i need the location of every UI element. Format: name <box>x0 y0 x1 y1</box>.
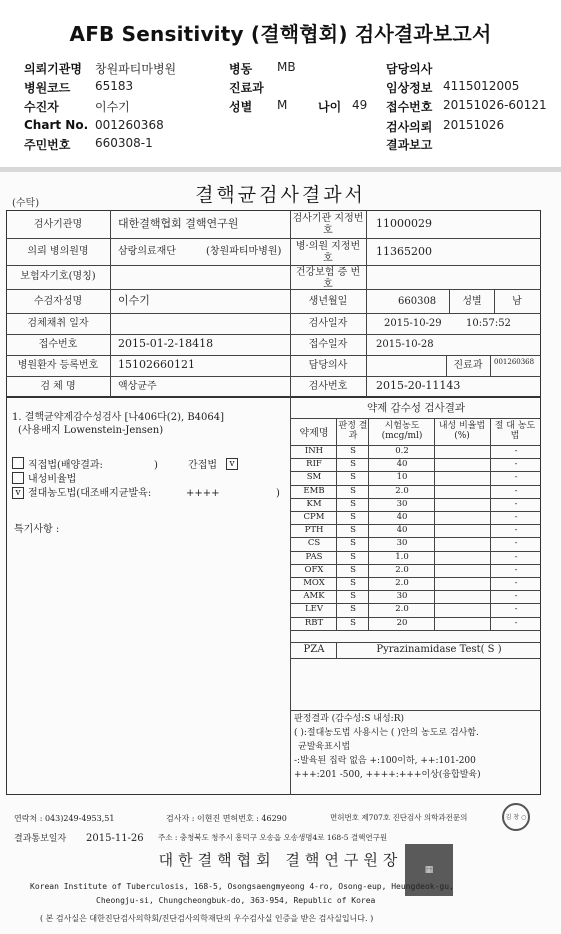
col-judgement: 판정 결과 <box>338 421 368 442</box>
specimen-value: 액상균주 <box>118 381 157 392</box>
name-value: 이수기 <box>118 294 150 307</box>
col-drug: 약제명 <box>299 428 329 439</box>
ward-label: 병동 <box>229 62 253 76</box>
doctor-label-scan: 담당의사 <box>308 360 348 371</box>
row-divider <box>290 630 541 631</box>
drug-concentration: 40 <box>396 512 408 522</box>
drug-judgement: S <box>350 485 356 496</box>
address-line: 주소 : 충청북도 청주시 흥덕구 오송읍 오송생명4로 168-5 결핵연구원 <box>158 833 388 842</box>
legend-line-5: +++:201 -500, ++++:+++이상(융합발육) <box>294 770 481 780</box>
register-label: 병원환자 등록번호 <box>17 360 99 371</box>
hospital-name-value: 창원파티마병원 <box>95 62 177 76</box>
dept-label-scan: 진료과 <box>453 360 483 371</box>
result-title: 약제 감수성 검사결과 <box>367 402 465 414</box>
remark-label: 특기사항 : <box>14 524 60 535</box>
insurance-cert-label: 건강보험 증 번호 <box>295 267 361 290</box>
sex-value-scan: 남 <box>512 296 522 307</box>
drug-name: LEV <box>305 604 323 615</box>
drug-row <box>291 498 543 511</box>
drug-name: AMK <box>303 591 325 602</box>
req-label: 의뢰 병의원명 <box>27 246 89 257</box>
resistance-checkbox <box>12 472 24 484</box>
drug-concentration: 2.0 <box>395 485 409 496</box>
drug-judgement: S <box>350 578 356 588</box>
drug-judgement: S <box>350 604 356 615</box>
req-code-label: 병·의원 지정번호 <box>295 241 361 264</box>
legend-line-3: 균발육표시법 <box>298 742 351 752</box>
drug-absolute: - <box>514 459 518 470</box>
request-date-value: 20151026 <box>443 118 505 132</box>
resistance-label: 내성비율법 <box>28 474 77 485</box>
direct-label: 직접법(배양결과: <box>28 460 103 471</box>
drug-judgement: S <box>350 498 356 509</box>
direct-checkbox <box>12 457 24 469</box>
absolute-checkbox: v <box>12 487 24 499</box>
drug-absolute: - <box>514 446 518 456</box>
inst-label: 검사기관명 <box>33 219 83 230</box>
receipt-date-value: 2015-10-28 <box>376 339 434 350</box>
drug-name: RIF <box>306 459 322 470</box>
drug-name: CS <box>307 538 321 549</box>
specimen-label: 검 체 명 <box>40 381 76 392</box>
doctor-seal: 김 창 ○ <box>502 803 530 831</box>
notify-label: 결과통보일자 <box>14 834 67 844</box>
hospital-code-value: 65183 <box>95 79 134 93</box>
drug-judgement: S <box>350 538 356 549</box>
name-label: 수검자성명 <box>33 296 83 307</box>
drug-concentration: 40 <box>396 525 408 536</box>
english-address-1: Korean Institute of Tuberculosis, 168-5, Osongsaengmyeong 4-ro, Osong-eup, Heungdeok-gu, <box>30 882 454 891</box>
drug-judgement: S <box>350 472 356 483</box>
drug-row <box>291 577 543 590</box>
req-value: 삼랑의료재단 <box>118 246 176 257</box>
exam-time-value: 10:57:52 <box>466 318 511 329</box>
drug-row <box>291 551 543 564</box>
drug-judgement: S <box>350 551 356 562</box>
inst-code-label: 검사기관 지정번호 <box>292 213 364 236</box>
absolute-growth: ++++ <box>186 488 220 499</box>
drug-row <box>291 537 543 550</box>
ward-value: MB <box>277 60 296 74</box>
drug-concentration: 2.0 <box>395 604 409 615</box>
drug-absolute: - <box>514 591 518 602</box>
patient-value: 이수기 <box>95 100 130 114</box>
drug-judgement: S <box>350 525 356 536</box>
register-value: 15102660121 <box>118 358 195 371</box>
drug-name: RBT <box>304 617 324 628</box>
birth-value: 660308 <box>398 296 437 307</box>
drug-judgement: S <box>350 564 356 575</box>
drug-concentration: 30 <box>396 591 408 602</box>
drug-row <box>291 603 543 616</box>
legend-line-4: -:발육된 집락 없음 +:100이하, ++:101-200 <box>294 756 476 766</box>
indirect-label: 간접법 <box>188 460 217 471</box>
pza-value: Pyrazinamidase Test( S ) <box>376 644 502 655</box>
dept-value-scan: 001260368 <box>494 358 535 366</box>
clinical-info-value: 4115012005 <box>443 79 520 93</box>
drug-name: CPM <box>303 512 325 522</box>
drug-absolute: - <box>514 512 518 522</box>
drug-row <box>291 445 543 458</box>
drug-row <box>291 485 543 498</box>
request-date-label: 검사의뢰 <box>386 120 433 134</box>
drug-name: MOX <box>303 578 325 588</box>
medium-line: (사용배지 Lowenstein-Jensen) <box>18 425 164 436</box>
contact-line: 연락처 : 043)249-4953,51 <box>14 814 115 823</box>
chart-no-label: Chart No. <box>24 118 89 132</box>
drug-concentration: 1.0 <box>395 551 409 562</box>
certification-note: ( 본 검사실은 대한진단검사의학회/진단검사의학재단의 우수검사실 인증을 받은 검사실입니다. ) <box>40 914 374 923</box>
receipt-date-label: 접수일자 <box>308 339 348 350</box>
drug-name: SM <box>306 472 322 483</box>
col-ratio: 내성 비율법(%) <box>438 421 486 442</box>
hospital-name-label: 의뢰기관명 <box>24 62 82 76</box>
direct-paren: ) <box>154 460 158 471</box>
test-line: 1. 결핵균약제감수성검사 [나406다(2), B4064] <box>12 412 225 423</box>
drug-absolute: - <box>514 498 518 509</box>
receipt-no-label: 접수번호 <box>386 100 433 114</box>
legend-line-2: ( ):절대농도법 사용시는 ( )안의 농도로 검사함. <box>294 728 479 738</box>
receipt-no-value: 20151026-60121 <box>443 98 547 112</box>
examiner-line: 검사자 : 이현진 면허번호 : 46290 <box>166 814 287 823</box>
drug-absolute: - <box>514 551 518 562</box>
drug-name: KM <box>306 498 322 509</box>
report-title: AFB Sensitivity (결핵협회) 검사결과보고서 <box>69 22 492 46</box>
doctor-label: 담당의사 <box>386 62 433 76</box>
clinical-info-label: 임상정보 <box>386 81 433 95</box>
collection-label: 검체채취 일자 <box>27 318 89 329</box>
sex-label: 성별 <box>229 100 253 114</box>
indirect-checkbox: v <box>226 458 238 470</box>
birth-label: 생년월일 <box>308 296 348 307</box>
license-line: 면허번호 제707호 진단검사 의학과전문의 <box>330 813 468 822</box>
chart-no-value: 001260368 <box>95 118 164 132</box>
inst-code-value: 11000029 <box>376 217 432 230</box>
patient-label: 수진자 <box>24 100 59 114</box>
drug-name: PAS <box>305 551 323 562</box>
english-address-2: Cheongju-si, Chungcheongbuk-do, 363-954, Republic of Korea <box>96 896 376 905</box>
drug-name: PTH <box>304 525 324 536</box>
hospital-code-label: 병원코드 <box>24 81 71 95</box>
sex-label-scan: 성별 <box>462 296 482 307</box>
drug-concentration: 2.0 <box>395 578 409 588</box>
org-name: 대한결핵협회 결핵연구원장 <box>158 851 403 869</box>
legend-line-1: 판정결과 (감수성:S 내성:R) <box>294 714 404 724</box>
drug-concentration: 30 <box>396 538 408 549</box>
insurance-label: 보험자기호(명칭) <box>20 271 96 282</box>
drug-concentration: 20 <box>396 617 408 628</box>
age-label: 나이 <box>318 100 342 114</box>
sex-value: M <box>277 98 288 112</box>
exam-no-value: 2015-20-11143 <box>376 379 461 392</box>
drug-judgement: S <box>350 512 356 522</box>
drug-absolute: - <box>514 485 518 496</box>
exam-no-label: 검사번호 <box>308 381 348 392</box>
drug-absolute: - <box>514 538 518 549</box>
drug-absolute: - <box>514 604 518 615</box>
drug-row <box>291 511 543 524</box>
drug-concentration: 30 <box>396 498 408 509</box>
resident-no-label: 주민번호 <box>24 138 71 152</box>
result-report-label: 결과보고 <box>386 138 433 152</box>
drug-row <box>291 590 543 603</box>
notify-date: 2015-11-26 <box>86 833 144 844</box>
drug-absolute: - <box>514 617 518 628</box>
drug-row <box>291 471 543 484</box>
absolute-label: 절대농도법(대조배지균발육: <box>28 488 152 499</box>
scan-title: 결핵균검사결과서 <box>195 184 366 206</box>
req-code-value: 11365200 <box>376 245 432 258</box>
drug-name: OFX <box>304 564 324 575</box>
drug-concentration: 0.2 <box>395 446 409 456</box>
department-label: 진료과 <box>229 81 264 95</box>
receipt-label: 접수번호 <box>38 339 78 350</box>
exam-date-value: 2015-10-29 <box>384 318 442 329</box>
drug-absolute: - <box>514 525 518 536</box>
pza-label: PZA <box>303 644 325 655</box>
drug-row <box>291 524 543 537</box>
absolute-paren: ) <box>276 488 280 499</box>
scanned-report <box>0 172 561 934</box>
drug-row <box>291 458 543 471</box>
drug-row <box>291 617 543 630</box>
req-value2: (창원파티마병원) <box>206 246 282 257</box>
drug-row <box>291 564 543 577</box>
drug-judgement: S <box>350 446 356 456</box>
drug-concentration: 40 <box>396 459 408 470</box>
inst-value: 대한결핵협회 결핵연구원 <box>118 217 239 230</box>
drug-absolute: - <box>514 564 518 575</box>
drug-judgement: S <box>350 591 356 602</box>
contract-tag: (수탁) <box>12 198 40 209</box>
drug-absolute: - <box>514 578 518 588</box>
drug-judgement: S <box>350 459 356 470</box>
drug-absolute: - <box>514 472 518 483</box>
drug-name: EMB <box>303 485 325 496</box>
drug-judgement: S <box>350 617 356 628</box>
col-absolute: 절 대 농도법 <box>494 421 536 442</box>
resident-no-value: 660308-1 <box>95 136 153 150</box>
col-concentration: 시험농도 (mcg/ml) <box>381 421 423 442</box>
exam-date-label: 검사일자 <box>308 318 348 329</box>
official-stamp: ▦ <box>405 844 453 896</box>
age-value: 49 <box>352 98 368 112</box>
receipt-value: 2015-01-2-18418 <box>118 337 214 350</box>
drug-name: INH <box>304 446 324 456</box>
drug-concentration: 2.0 <box>395 564 409 575</box>
drug-concentration: 10 <box>396 472 408 483</box>
